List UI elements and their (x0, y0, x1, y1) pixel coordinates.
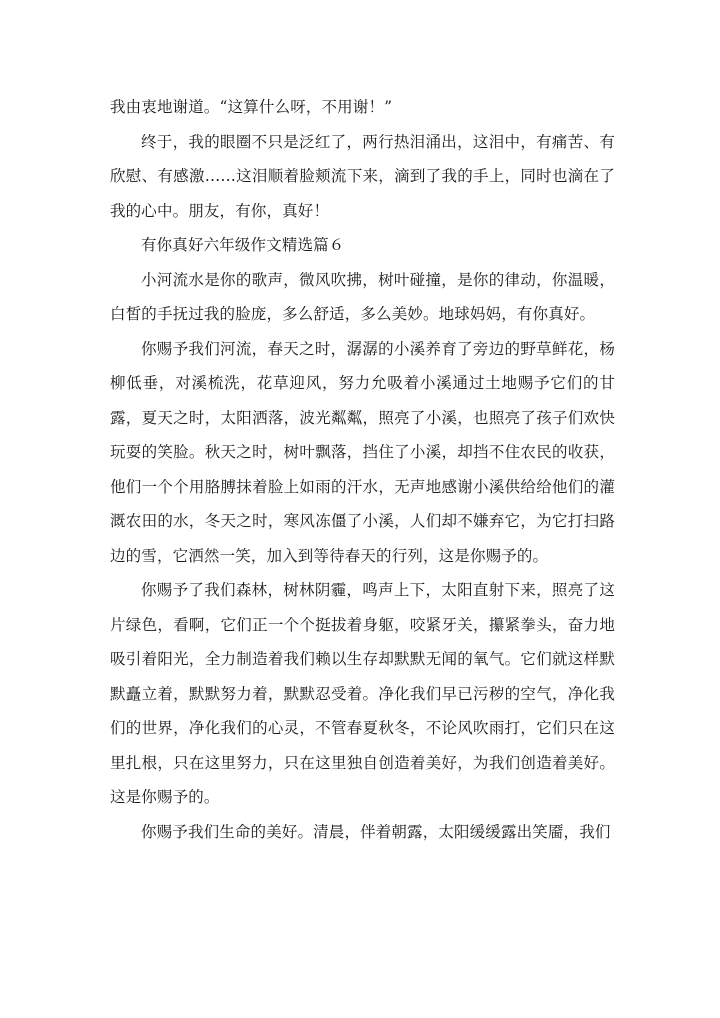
paragraph-earth-mother: 小河流水是你的歌声，微风吹拂，树叶碰撞，是你的律动，你温暖，白皙的手抚过我的脸庞，多么舒适，多么美妙。地球妈妈，有你真好。 (110, 270, 615, 323)
section-heading: 有你真好六年级作文精选篇６ (141, 236, 345, 254)
paragraph-rivers: 你赐予我们河流，春天之时，潺潺的小溪养育了旁边的野草鲜花，杨柳低垂，对溪梳洗，花草迎风，努力允吸着小溪通过土地赐予它们的甘露，夏天之时，太阳洒落，波光粼粼，照亮了小溪，也照亮了孩子们欢快玩耍的笑脸。秋天之时，树叶飘落，挡住了小溪，却挡不住农民的收获，他们一个个用胳膊抹着脸上如雨的汗水，无声地感谢小溪供给给他们的灌溉农田的水，冬天之时，寒风冻僵了小溪，人们却不嫌弃它，为它打扫路边的雪，它洒然一笑，加入到等待春天的行列，这是你赐予的。 (110, 339, 615, 565)
paragraph-thanks: 我由衷地谢道。“这算什么呀，不用谢！” (110, 98, 393, 116)
paragraph-forests: 你赐予了我们森林，树林阴霾，鸣声上下，太阳直射下来，照亮了这片绿色，看啊，它们正一个个挺拔着身躯，咬紧牙关，攥紧拳头，奋力地吸引着阳光，全力制造着我们赖以生存却默默无闻的氧气。它们就这样默默矗立着，默默努力着，默默忍受着。净化我们早已污秽的空气，净化我们的世界，净化我们的心灵，不管春夏秋冬，不论风吹雨打，它们只在这里扎根，只在这里努力，只在这里独自创造着美好，为我们创造着美好。这是你赐予的。 (110, 581, 615, 806)
paragraph-life: 你赐予我们生命的美好。清晨，伴着朝露，太阳缓缓露出笑靥，我们 (141, 822, 611, 841)
paragraph-tears: 终于，我的眼圈不只是泛红了，两行热泪涌出，这泪中，有痛苦、有欣慰、有感激……这泪顺着脸颊流下来，滴到了我的手上，同时也滴在了我的心中。朋友，有你，真好！ (110, 132, 615, 220)
document-page (110, 90, 615, 849)
